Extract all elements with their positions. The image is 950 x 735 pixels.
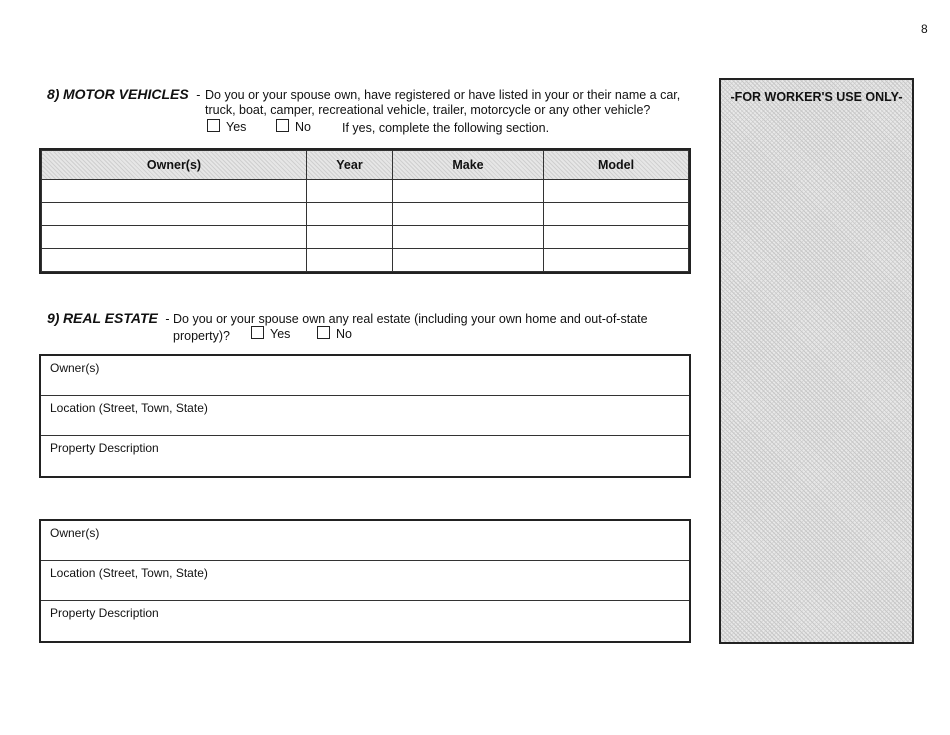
section-number: 9) xyxy=(47,310,60,326)
no-checkbox[interactable] xyxy=(317,326,330,339)
yes-label: Yes xyxy=(226,120,247,134)
owner-field[interactable] xyxy=(41,521,689,561)
yes-checkbox[interactable] xyxy=(207,119,220,132)
table-row xyxy=(42,180,689,203)
no-label: No xyxy=(336,327,352,341)
model-cell[interactable] xyxy=(544,180,689,203)
yes-label: Yes xyxy=(270,327,291,341)
make-cell[interactable] xyxy=(393,180,544,203)
owner-field[interactable] xyxy=(41,356,689,396)
property-description-label: Property Description xyxy=(50,606,159,620)
column-header-year: Year xyxy=(307,151,393,180)
column-header-make: Make xyxy=(393,151,544,180)
real-estate-no-option[interactable] xyxy=(317,325,352,343)
no-label: No xyxy=(295,120,311,134)
property-description-label: Property Description xyxy=(50,441,159,455)
page-number: 8 xyxy=(921,22,928,36)
location-label: Location (Street, Town, State) xyxy=(50,566,208,580)
real-estate-block-2 xyxy=(39,519,691,643)
motor-vehicles-yes-option[interactable] xyxy=(207,118,246,136)
section-dash: - xyxy=(165,312,170,326)
year-cell[interactable] xyxy=(307,226,393,249)
table-header-row xyxy=(42,151,689,180)
column-header-model: Model xyxy=(544,151,689,180)
owner-cell[interactable] xyxy=(42,180,307,203)
make-cell[interactable] xyxy=(393,203,544,226)
table-row xyxy=(42,226,689,249)
model-cell[interactable] xyxy=(544,203,689,226)
section-title: REAL ESTATE xyxy=(62,310,158,326)
location-field[interactable] xyxy=(41,396,689,436)
owner-cell[interactable] xyxy=(42,203,307,226)
year-cell[interactable] xyxy=(307,249,393,272)
model-cell[interactable] xyxy=(544,249,689,272)
motor-vehicles-question-line1: Do you or your spouse own, have registered or have listed in your or their name a car, xyxy=(205,88,681,102)
real-estate-heading xyxy=(47,311,174,327)
no-checkbox[interactable] xyxy=(276,119,289,132)
owner-label: Owner(s) xyxy=(50,361,100,375)
property-description-field[interactable] xyxy=(41,601,689,641)
owner-label: Owner(s) xyxy=(50,526,100,540)
table-row xyxy=(42,203,689,226)
workers-use-panel xyxy=(719,78,914,644)
motor-vehicles-no-option[interactable] xyxy=(276,118,311,136)
section-dash: - xyxy=(196,88,201,102)
model-cell[interactable] xyxy=(544,226,689,249)
make-cell[interactable] xyxy=(393,249,544,272)
yes-checkbox[interactable] xyxy=(251,326,264,339)
table-row xyxy=(42,249,689,272)
column-header-owners: Owner(s) xyxy=(42,151,307,180)
real-estate-block-1 xyxy=(39,354,691,478)
motor-vehicles-heading xyxy=(47,87,204,103)
real-estate-question-line1: Do you or your spouse own any real estate (including your own home and out-of-state xyxy=(173,312,648,326)
owner-cell[interactable] xyxy=(42,249,307,272)
motor-vehicles-question-line2: truck, boat, camper, recreational vehicle, trailer, motorcycle or any other vehicle? xyxy=(205,103,651,117)
real-estate-yes-option[interactable] xyxy=(251,325,290,343)
make-cell[interactable] xyxy=(393,226,544,249)
workers-use-title: -FOR WORKER'S USE ONLY- xyxy=(730,90,903,104)
owner-cell[interactable] xyxy=(42,226,307,249)
motor-vehicles-instruction: If yes, complete the following section. xyxy=(342,121,550,135)
year-cell[interactable] xyxy=(307,180,393,203)
section-number: 8) xyxy=(47,86,60,102)
year-cell[interactable] xyxy=(307,203,393,226)
real-estate-question-line2: property)? xyxy=(173,329,230,343)
property-description-field[interactable] xyxy=(41,436,689,476)
section-title: MOTOR VEHICLES xyxy=(62,86,189,102)
location-field[interactable] xyxy=(41,561,689,601)
motor-vehicles-table xyxy=(39,148,691,274)
location-label: Location (Street, Town, State) xyxy=(50,401,208,415)
